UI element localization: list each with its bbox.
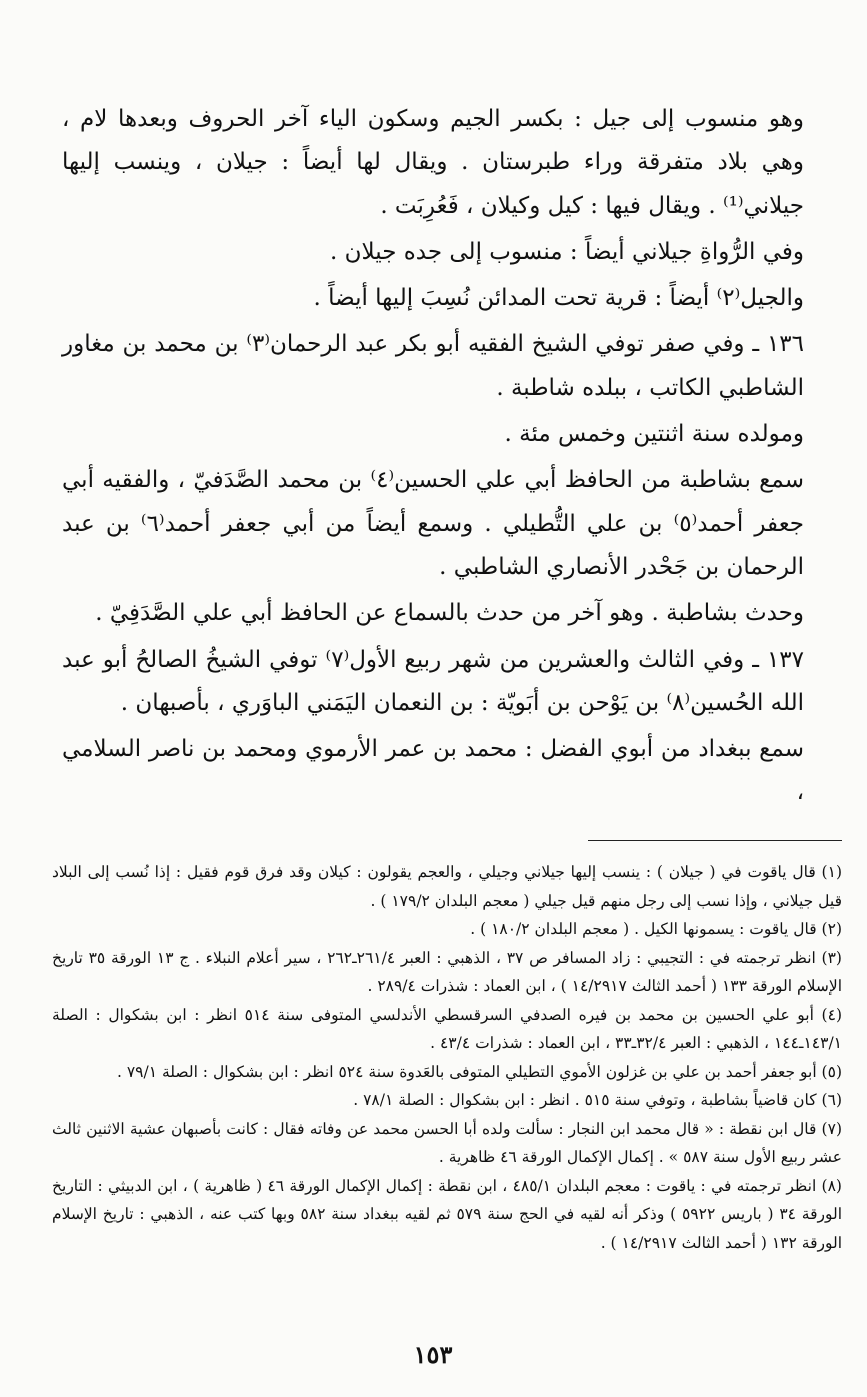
main-paragraph: وحدث بشاطبة . وهو آخر من حدث بالسماع عن الحافظ أبي علي الصَّدَفِيّ . (95, 600, 804, 627)
footnote: (٨) انظر ترجمته في : ياقوت : معجم البلدان ٤٨٥/١ ، ابن نقطة : إكمال الإكمال الورقة ٤٦ ( ظاهرية ) ، ابن الدبيثي : التاريخ الورقة ٣٤ ( باريس ٥٩٢٢ ) وذكر أنه لقيه في الحج سنة ٥٧٩ ثم لقيه ببغداد سنة ٥٨٢ وبها كتب عنه ، الذهبي : تاريخ الإسلام الورقة ١٣٢ ( أحمد الثالث ١٤/٢٩١٧ ) . (52, 1176, 843, 1252)
footnote-divider (588, 840, 842, 841)
footnote: (٥) أبو جعفر أحمد بن علي بن غزلون الأموي التطيلي المتوفى بالعَدوة سنة ٥٢٤ انظر : ابن بشكوال : الصلة ٧٩/١ . (116, 1062, 842, 1081)
main-paragraph: ١٣٧ ـ وفي الثالث والعشرين من شهر ربيع الأول⁽٧⁾ توفي الشيخُ الصالحُ أبو عبد الله الحُسين⁽٨⁾ بن يَوْحن بن أبَويّة : بن النعمان اليَمَني الباوَري ، بأصبهان . (62, 646, 804, 716)
footnote: (٦) كان قاضياً بشاطبة ، وتوفي سنة ٥١٥ . انظر : ابن بشكوال : الصلة ٧٨/١ . (353, 1091, 842, 1109)
footnote: (١) قال ياقوت في ( جيلان ) : ينسب إليها جيلاني وجيلي ، والعجم يقولون : كيلان وقد فرق قوم فقيل : إذا نُسب إلى البلاد قيل جيلاني ، وإذا نسب إلى رجل منهم قيل جيلي ( معجم البلدان ١٧٩/٢ ) . (52, 863, 842, 910)
footnote: (٢) قال ياقوت : يسمونها الكيل . ( معجم البلدان ١٨٠/٢ ) . (470, 920, 842, 938)
footnote: (٧) قال ابن نقطة : « قال محمد ابن النجار : سألت ولده أبا الحسن محمد عن وفاته فقال : كانت بأصبهان عشية الاثنين ثالث عشر ربيع الأول سنة ٥٨٧ » . إكمال الإكمال الورقة ٤٦ ظاهرية . (52, 1119, 842, 1166)
main-text (62, 98, 804, 815)
main-paragraph: وفي الرُّواةِ جيلاني أيضاً : منسوب إلى جده جيلان . (330, 238, 804, 265)
main-paragraph: ومولده سنة اثنتين وخمس مئة . (504, 421, 804, 448)
page-number: ١٥٣ (413, 1340, 453, 1369)
main-paragraph: وهو منسوب إلى جيل : بكسر الجيم وسكون الياء آخر الحروف وبعدها لام ، وهي بلاد متفرقة وراء طبرستان . ويقال لها أيضاً : جيلان ، وينسب إليها جيلاني⁽¹⁾ . ويقال فيها : كيل وكيلان ، فَعُرِبَت . (62, 106, 804, 219)
main-paragraph: سمع ببغداد من أبوي الفضل : محمد بن عمر الأرموي ومحمد بن ناصر السلامي ، (62, 736, 804, 806)
main-paragraph: سمع بشاطبة من الحافظ أبي علي الحسين⁽٤⁾ بن محمد الصَّدَفيّ ، والفقيه أبي جعفر أحمد⁽٥⁾ بن علي التُّطيلي . وسمع أيضاً من أبي جعفر أحمد⁽٦⁾ بن عبد الرحمان بن جَحْدر الأنصاري الشاطبي . (62, 467, 805, 580)
main-paragraph: ١٣٦ ـ وفي صفر توفي الشيخ الفقيه أبو بكر عبد الرحمان⁽٣⁾ بن محمد بن مغاور الشاطبي الكاتب ، ببلده شاطبة . (62, 331, 805, 401)
footnote: (٣) انظر ترجمته في : التجيبي : زاد المسافر ص ٣٧ ، الذهبي : العبر ٢٦١/٤ـ٢٦٢ ، سير أعلام النبلاء . ج ١٣ الورقة ٣٥ تاريخ الإسلام الورقة ١٣٣ ( أحمد الثالث ١٤/٢٩١٧ ) ، ابن العماد : شذرات ٢٨٩/٤ . (52, 948, 842, 995)
footnotes (52, 858, 842, 1257)
main-paragraph: والجيل⁽٢⁾ أيضاً : قرية تحت المدائن نُسِبَ إليها أيضاً . (313, 285, 804, 312)
footnote: (٤) أبو علي الحسين بن محمد بن فيره الصدفي السرقسطي الأندلسي المتوفى سنة ٥١٤ انظر : ابن بشكوال : الصلة ١٤٣/١ـ١٤٤ ، الذهبي : العبر ٣٢/٤ـ٣٣ ، ابن العماد : شذرات ٤٣/٤ . (52, 1005, 842, 1052)
